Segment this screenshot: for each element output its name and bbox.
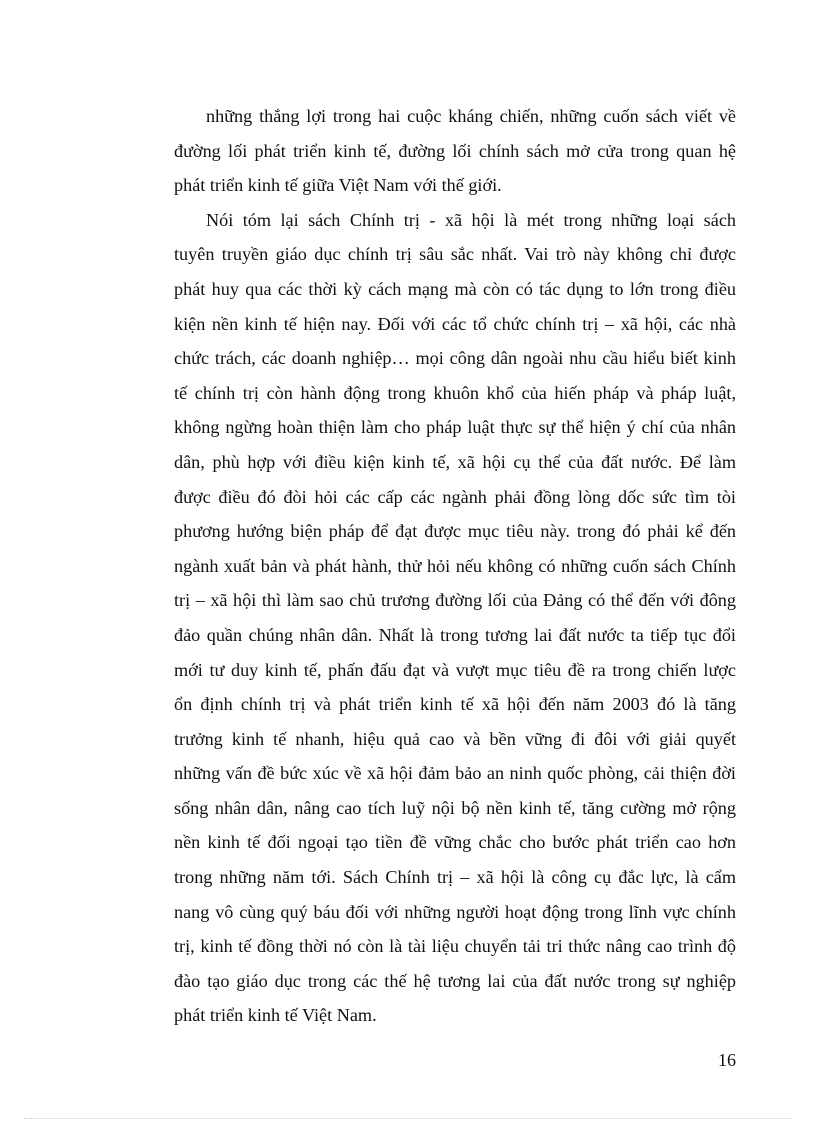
- body-text: [174, 99, 736, 1033]
- text-line: những thắng lợi trong hai cuộc kháng chiến, những cuốn sách viết về: [206, 106, 736, 126]
- text-line: mới tư duy kinh tế, phấn đấu đạt và vượt mục tiêu đề ra trong chiến lược: [174, 659, 736, 680]
- page-bottom-divider: [24, 1118, 792, 1119]
- text-line: đào tạo giáo dục trong các thế hệ tương lai của đất nước trong sự nghiệp: [174, 970, 736, 991]
- text-line: nang vô cùng quý báu đối với những người hoạt động trong lĩnh vực chính: [174, 901, 736, 922]
- text-line: phát triển kinh tế Việt Nam.: [174, 1005, 377, 1026]
- text-line: Nói tóm lại sách Chính trị - xã hội là mét trong những loại sách: [206, 209, 736, 230]
- text-line: kiện nền kinh tế hiện nay. Đối với các tổ chức chính trị – xã hội, các nhà: [174, 313, 736, 334]
- text-line: phát huy qua các thời kỳ cách mạng mà còn có tác dụng to lớn trong điều: [174, 278, 736, 299]
- text-line: những vấn đề bức xúc về xã hội đảm bảo an ninh quốc phòng, cải thiện đời: [174, 763, 736, 784]
- text-line: tế chính trị còn hành động trong khuôn khổ của hiến pháp và pháp luật,: [174, 382, 736, 403]
- text-line: chức trách, các doanh nghiệp… mọi công dân ngoài nhu cầu hiểu biết kinh: [174, 348, 736, 369]
- text-line: trưởng kinh tế nhanh, hiệu quả cao và bền vững đi đôi với giải quyết: [174, 728, 736, 749]
- text-line: trị, kinh tế đồng thời nó còn là tài liệu chuyển tải tri thức nâng cao trình độ: [174, 936, 736, 957]
- text-line: đường lối phát triển kinh tế, đường lối chính sách mở cửa trong quan hệ: [174, 140, 736, 161]
- text-line: trong những năm tới. Sách Chính trị – xã hội là công cụ đắc lực, là cẩm: [174, 867, 736, 888]
- text-line: phát triển kinh tế giữa Việt Nam với thế giới.: [174, 175, 502, 196]
- text-line: không ngừng hoàn thiện làm cho pháp luật thực sự thể hiện ý chí của nhân: [174, 417, 736, 438]
- text-line: tuyên truyền giáo dục chính trị sâu sắc nhất. Vai trò này không chỉ được: [174, 244, 736, 265]
- page-number: 16: [718, 1050, 736, 1070]
- text-line: phương hướng biện pháp để đạt được mục tiêu này. trong đó phải kể đến: [174, 521, 736, 542]
- text-line: nền kinh tế đối ngoại tạo tiền đề vững chắc cho bước phát triển cao hơn: [174, 832, 736, 853]
- text-line: ngành xuất bản và phát hành, thử hỏi nếu không có những cuốn sách Chính: [174, 555, 736, 576]
- text-line: trị – xã hội thì làm sao chủ trương đường lối của Đảng có thể đến với đông: [174, 590, 736, 611]
- text-line: sống nhân dân, nâng cao tích luỹ nội bộ nền kinh tế, tăng cường mở rộng: [174, 797, 736, 818]
- text-line: ổn định chính trị và phát triển kinh tế xã hội đến năm 2003 đó là tăng: [174, 694, 736, 715]
- text-line: được điều đó đòi hỏi các cấp các ngành phải đồng lòng dốc sức tìm tòi: [174, 486, 736, 507]
- text-line: dân, phù hợp với điều kiện kinh tế, xã hội cụ thể của đất nước. Để làm: [174, 451, 736, 472]
- text-line: đảo quần chúng nhân dân. Nhất là trong tương lai đất nước ta tiếp tục đổi: [174, 624, 736, 645]
